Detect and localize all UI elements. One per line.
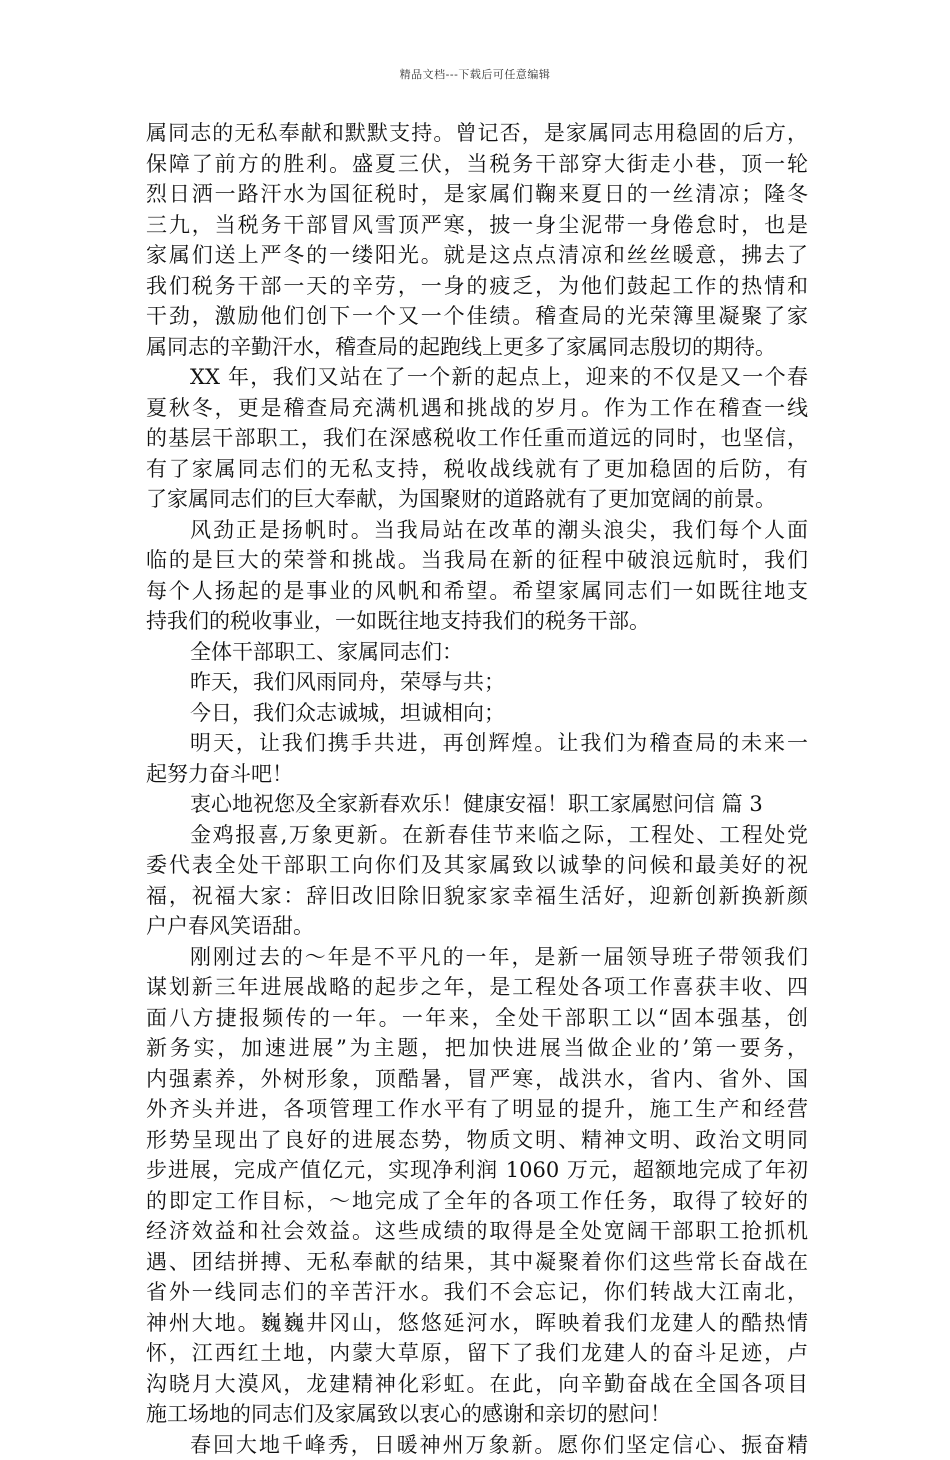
text-line: 谋划新三年进展战略的起步之年，是工程处各项工作喜获丰收、四 [146, 972, 808, 1003]
text-line: 全体干部职工、家属同志们： [146, 637, 808, 668]
text-line: 今日，我们众志诚城，坦诚相向； [146, 698, 808, 729]
page-header: 精品文档---下载后可任意编辑 [0, 66, 950, 82]
text-line: XX 年，我们又站在了一个新的起点上，迎来的不仅是又一个春 [146, 362, 808, 393]
text-line: 省外一线同志们的辛苦汗水。我们不会忘记，你们转战大江南北， [146, 1277, 808, 1308]
text-line: 遇、团结拼搏、无私奉献的结果，其中凝聚着你们这些常长奋战在 [146, 1247, 808, 1278]
text-line: 外齐头并进，各项管理工作水平有了明显的提升，施工生产和经营 [146, 1094, 808, 1125]
text-line: 属同志的辛勤汗水，稽查局的起跑线上更多了家属同志殷切的期待。 [146, 332, 808, 363]
text-line: 衷心地祝您及全家新春欢乐！健康安福！职工家属慰问信 篇 3 [146, 789, 808, 820]
text-line: 户户春风笑语甜。 [146, 911, 808, 942]
text-line: 临的是巨大的荣誉和挑战。当我局在新的征程中破浪远航时，我们 [146, 545, 808, 576]
document-body [146, 118, 808, 1460]
text-line: 神州大地。巍巍井冈山，悠悠延河水，晖映着我们龙建人的酷热情 [146, 1308, 808, 1339]
text-line: 每个人扬起的是事业的风帆和希望。希望家属同志们一如既往地支 [146, 576, 808, 607]
text-line: 福，祝福大家：辞旧改旧除旧貌家家幸福生活好，迎新创新换新颜 [146, 881, 808, 912]
text-line: 面八方捷报频传的一年。一年来，全处干部职工以“固本强基，创 [146, 1003, 808, 1034]
text-line: 三九，当税务干部冒风雪顶严寒，披一身尘泥带一身倦怠时，也是 [146, 210, 808, 241]
text-line: 起努力奋斗吧！ [146, 759, 808, 790]
text-line: 我们税务干部一天的辛劳，一身的疲乏，为他们鼓起工作的热情和 [146, 271, 808, 302]
text-line: 风劲正是扬帆时。当我局站在改革的潮头浪尖，我们每个人面 [146, 515, 808, 546]
text-line: 新务实，加速进展”为主题，把加快进展当做企业的’第一要务， [146, 1033, 808, 1064]
text-line: 委代表全处干部职工向你们及其家属致以诚挚的问候和最美好的祝 [146, 850, 808, 881]
text-line: 昨天，我们风雨同舟，荣辱与共； [146, 667, 808, 698]
text-line: 内强素养，外树形象，顶酷暑，冒严寒，战洪水，省内、省外、国 [146, 1064, 808, 1095]
text-line: 刚刚过去的～年是不平凡的一年，是新一届领导班子带领我们 [146, 942, 808, 973]
text-line: 了家属同志们的巨大奉献，为国聚财的道路就有了更加宽阔的前景。 [146, 484, 808, 515]
text-line: 属同志的无私奉献和默默支持。曾记否，是家属同志用稳固的后方， [146, 118, 808, 149]
text-line: 的即定工作目标，～地完成了全年的各项工作任务，取得了较好的 [146, 1186, 808, 1217]
text-line: 步进展，完成产值亿元，实现净利润 1060 万元，超额地完成了年初 [146, 1155, 808, 1186]
text-line: 金鸡报喜,万象更新。在新春佳节来临之际，工程处、工程处党 [146, 820, 808, 851]
text-line: 经济效益和社会效益。这些成绩的取得是全处宽阔干部职工抢抓机 [146, 1216, 808, 1247]
text-line: 形势呈现出了良好的进展态势，物质文明、精神文明、政治文明同 [146, 1125, 808, 1156]
text-line: 持我们的税收事业，一如既往地支持我们的税务干部。 [146, 606, 808, 637]
text-line: 明天，让我们携手共进，再创辉煌。让我们为稽查局的未来一 [146, 728, 808, 759]
text-line: 怀，江西红土地，内蒙大草原，留下了我们龙建人的奋斗足迹，卢 [146, 1338, 808, 1369]
text-line: 沟晓月大漠风，龙建精神化彩虹。在此，向辛勤奋战在全国各项目 [146, 1369, 808, 1400]
text-line: 烈日洒一路汗水为国征税时，是家属们鞠来夏日的一丝清凉；隆冬 [146, 179, 808, 210]
text-line: 春回大地千峰秀，日暖神州万象新。愿你们坚定信心、振奋精 [146, 1430, 808, 1460]
text-line: 的基层干部职工，我们在深感税收工作任重而道远的同时，也坚信， [146, 423, 808, 454]
text-line: 有了家属同志们的无私支持，税收战线就有了更加稳固的后防，有 [146, 454, 808, 485]
text-line: 保障了前方的胜利。盛夏三伏，当税务干部穿大街走小巷，顶一轮 [146, 149, 808, 180]
text-line: 干劲，激励他们创下一个又一个佳绩。稽查局的光荣簿里凝聚了家 [146, 301, 808, 332]
text-line: 夏秋冬，更是稽查局充满机遇和挑战的岁月。作为工作在稽查一线 [146, 393, 808, 424]
text-line: 施工场地的同志们及家属致以衷心的感谢和亲切的慰问！ [146, 1399, 808, 1430]
text-line: 家属们送上严冬的一缕阳光。就是这点点清凉和丝丝暖意，拂去了 [146, 240, 808, 271]
